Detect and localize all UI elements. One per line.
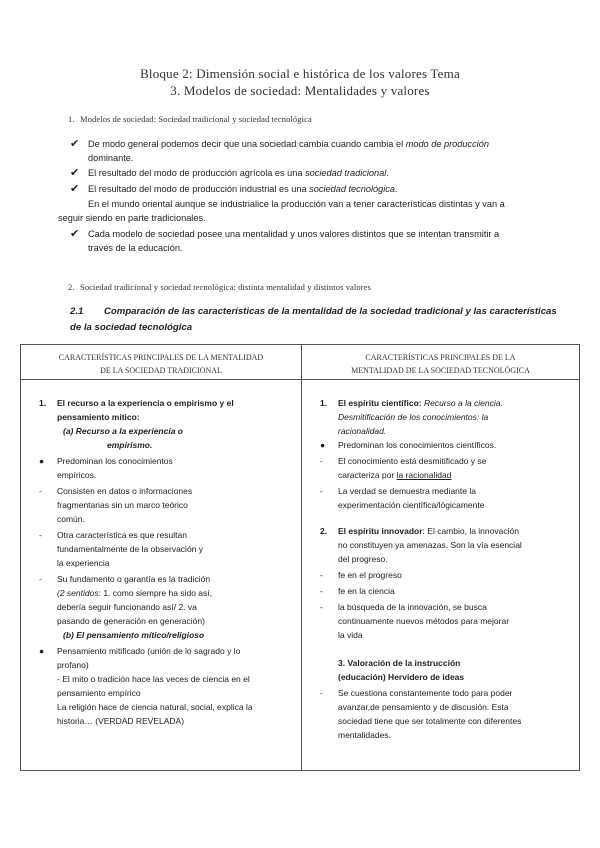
dash-icon: - <box>320 688 323 698</box>
right-column-header: CARACTERÍSTICAS PRINCIPALES DE LA MENTALIDAD DE LA SOCIEDAD TECNOLÓGICA <box>302 345 580 380</box>
dash-icon: - <box>320 586 323 596</box>
cientifico-heading: El espíritu científico: Recurso a la ciencia. <box>338 398 503 408</box>
bullet-sociedad-tecnologica: El resultado del modo de producción industrial es una sociedad tecnológica. <box>88 184 398 194</box>
instruccion-heading-cont: (educación) Hervidero de ideas <box>338 672 465 682</box>
right-item: Predominan los conocimientos científicos. <box>338 440 497 450</box>
sub-b-heading: (b) El pensamiento mítico/religioso <box>63 630 205 640</box>
check-mark-icon: ✔ <box>70 167 80 179</box>
bullet-sociedad-tradicional: El resultado del modo de producción agrícola es una sociedad tradicional. <box>88 168 389 178</box>
right-item: experimentación científica/lógicamente <box>338 500 485 510</box>
section-1-heading: Modelos de sociedad: Sociedad tradicional y sociedad tecnológica <box>80 114 312 124</box>
dash-icon: - <box>320 486 323 496</box>
right-item: fe en la ciencia <box>338 586 395 596</box>
check-mark-icon: ✔ <box>70 183 80 195</box>
right-column-body <box>302 380 580 771</box>
subsection-number: 2.1 <box>70 306 84 317</box>
bullet-icon: ● <box>320 440 326 450</box>
left-item: debería seguir funcionando así/ 2. va <box>57 602 197 612</box>
paragraph-mundo-oriental-cont: seguir siendo en parte tradicionales. <box>58 213 206 223</box>
subsection-title-cont: de la sociedad tecnológica <box>70 322 193 333</box>
right-item: la búsqueda de la innovación, se busca <box>338 602 487 612</box>
section-1-number: 1. <box>68 114 75 124</box>
right-item: sociedad tiene que ser totalmente con diferentes <box>338 716 522 726</box>
cientifico-heading-cont: Desmitificación de los conocimientos: la <box>338 412 489 422</box>
list-number: 2. <box>320 526 328 536</box>
innovador-heading: El espíritu innovador: El cambio, la innovación <box>338 526 519 536</box>
list-number: 1. <box>320 398 328 408</box>
left-item: fundamentalmente de la observación y <box>57 544 204 554</box>
subsection-title: Comparación de las características de la mentalidad de la sociedad tradicional y las características <box>104 306 557 317</box>
list-number: 1. <box>39 398 47 408</box>
dash-icon: - <box>320 570 323 580</box>
sub-a-heading-cont: empirismo. <box>107 440 153 450</box>
right-item: mentalidades. <box>338 730 391 740</box>
dash-icon: - <box>320 602 323 612</box>
left-item: La religión hace de ciencia natural, social, explica la <box>57 702 253 712</box>
right-item: caracteriza por la racionalidad <box>338 470 452 480</box>
left-item: profano) <box>57 660 89 670</box>
section-2-heading: Sociedad tradicional y sociedad tecnológica: distinta mentalidad y distintos valores <box>80 282 371 292</box>
empirismo-heading: El recurso a la experiencia o empirismo y el <box>57 398 234 408</box>
bullet-mentalidad-valores: Cada modelo de sociedad posee una mentalidad y unos valores distintos que se intentan transmitir a <box>88 229 500 239</box>
right-item: El conocimiento está desmitificado y se <box>338 456 487 466</box>
left-item: Otra característica es que resultan <box>57 530 187 540</box>
comparison-table <box>20 344 580 771</box>
sub-a-heading: (a) Recurso a la experiencia o <box>63 426 183 436</box>
right-item: la vida <box>338 630 363 640</box>
left-item: pensamiento empírico <box>57 688 141 698</box>
right-item: no constituyen ya amenazas. Son la vía esencial <box>338 540 522 550</box>
check-mark-icon: ✔ <box>70 138 80 150</box>
instruccion-heading: 3. Valoración de la instrucción <box>338 658 461 668</box>
dash-icon: - <box>39 486 42 496</box>
right-item: fe en el progreso <box>338 570 402 580</box>
left-item: empíricos. <box>57 470 97 480</box>
dash-icon: - <box>320 456 323 466</box>
left-item: común. <box>57 514 85 524</box>
left-item: - El mito o tradición hace las veces de ciencia en el <box>57 674 250 684</box>
right-item: del progreso. <box>338 554 388 564</box>
document-title-line-2: 3. Modelos de sociedad: Mentalidades y valores <box>170 83 430 98</box>
section-2-number: 2. <box>68 282 75 292</box>
right-item: avanzar,de pensamiento y de discusión. Esta <box>338 702 509 712</box>
bullet-icon: ● <box>39 646 45 656</box>
document-title-line-1: Bloque 2: Dimensión social e histórica de los valores Tema <box>140 66 460 81</box>
left-item: historia… (VERDAD REVELADA) <box>57 716 185 726</box>
bullet-mentalidad-valores-cont: través de la educación. <box>88 243 183 253</box>
left-item: la experiencia <box>57 558 110 568</box>
bullet-modo-produccion-cont: dominante. <box>88 153 134 163</box>
left-column-header: CARACTERÍSTICAS PRINCIPALES DE LA MENTALIDAD DE LA SOCIEDAD TRADICIONAL <box>21 345 302 380</box>
left-item: pasando de generación en generación) <box>57 616 205 626</box>
left-item: (2 sentidos: 1. como siempre ha sido así, <box>57 588 212 598</box>
left-item: Consisten en datos o informaciones <box>57 486 193 496</box>
empirismo-heading-cont: pensamiento mítico: <box>57 412 140 422</box>
right-item: continuamente nuevos métodos para mejorar <box>338 616 510 626</box>
left-item: fragmentarias sin un marco teórico <box>57 500 188 510</box>
cientifico-heading-cont: racionalidad. <box>338 426 387 436</box>
bullet-icon: ● <box>39 456 45 466</box>
dash-icon: - <box>39 574 42 584</box>
left-column-body <box>21 380 302 771</box>
left-item: Predominan los conocimientos <box>57 456 173 466</box>
dash-icon: - <box>39 530 42 540</box>
check-mark-icon: ✔ <box>70 228 80 240</box>
right-item: La verdad se demuestra mediante la <box>338 486 476 496</box>
left-item: Pensamiento mitificado (unión de lo sagrado y lo <box>57 646 241 656</box>
paragraph-mundo-oriental: En el mundo oriental aunque se industrialice la producción van a tener características distintas y van a <box>88 199 505 209</box>
right-item: Se cuestiona constantemente todo para poder <box>338 688 513 698</box>
bullet-modo-produccion: De modo general podemos decir que una sociedad cambia cuando cambia el modo de producción <box>88 139 489 149</box>
left-item: Su fundamento o garantía es la tradición <box>57 574 211 584</box>
